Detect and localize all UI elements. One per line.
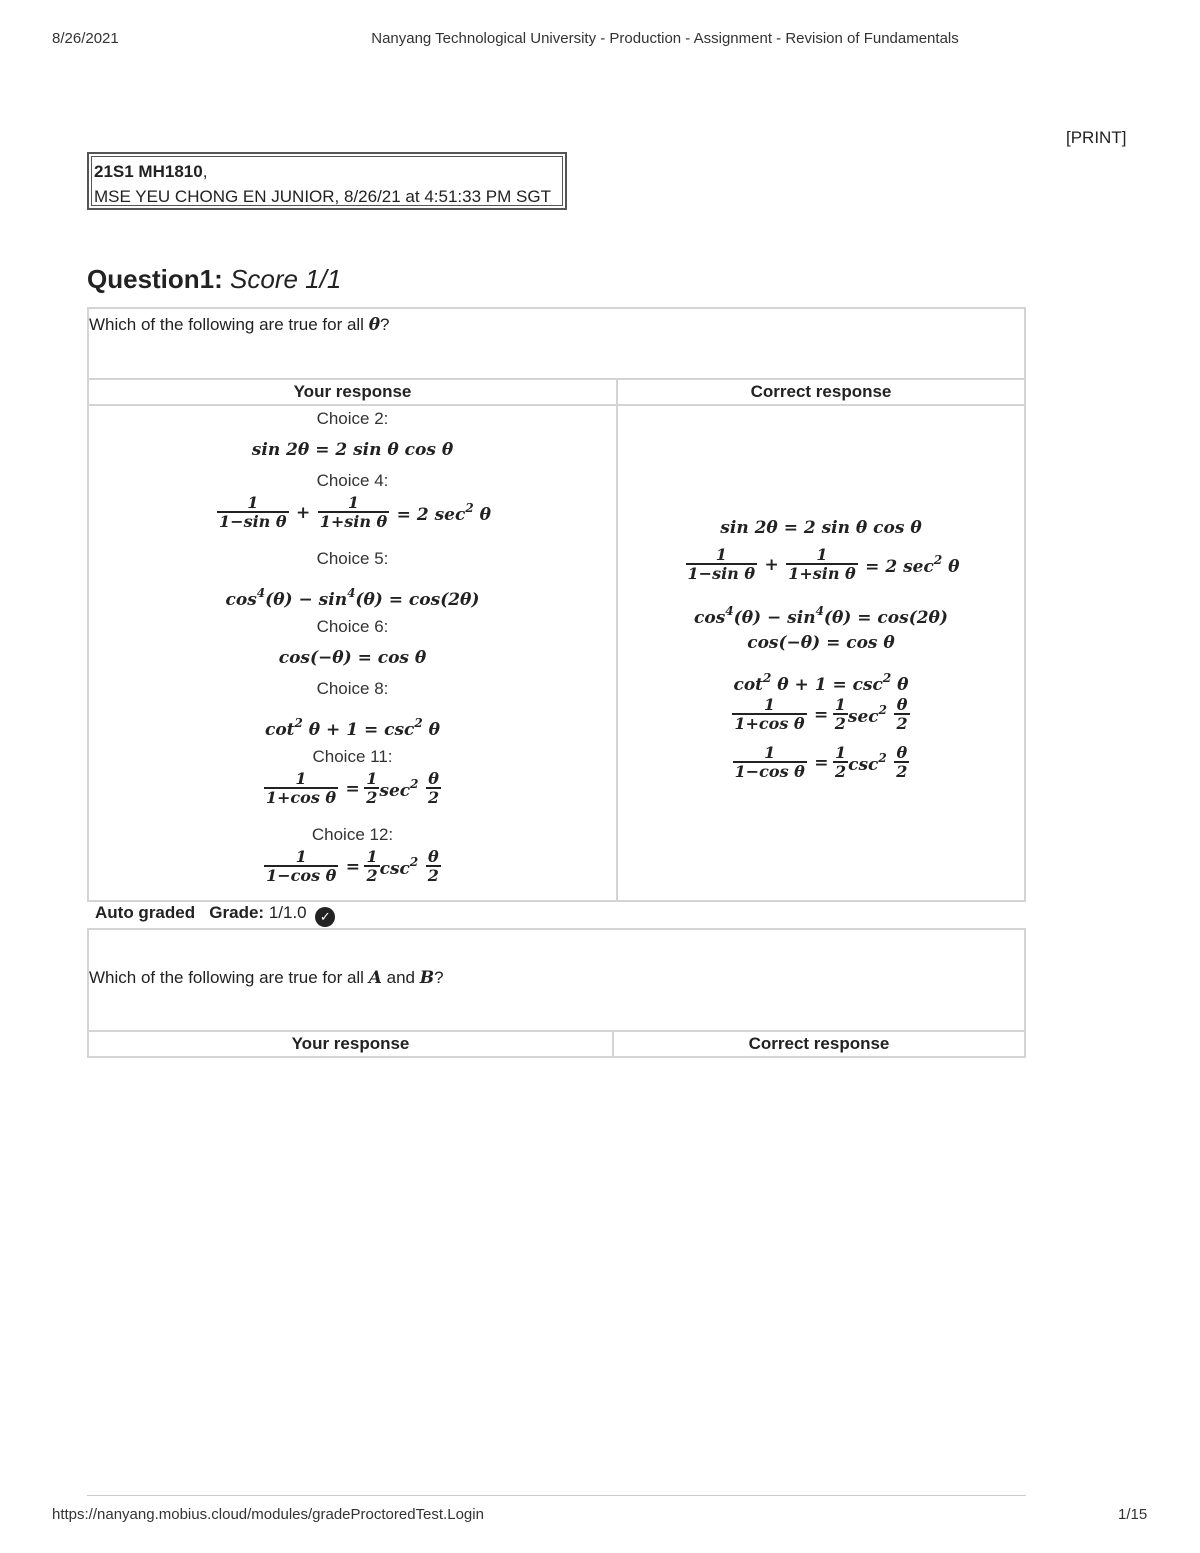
correct-response-cell [616, 406, 1024, 900]
choice-label: Choice 11: [312, 747, 393, 766]
correct-equation-half-angle-sec: $\frac{1}{\text{1+cos θ}}$ = $\frac{1}{2}$ $\sec^2$ $\frac{\theta}{2}$ [734, 695, 908, 733]
equation-double-angle: sin 2θ = 2 sin θ cos θ [251, 440, 454, 460]
correct-equation-cos-even: cos(−θ) = cos θ [747, 633, 895, 653]
correct-response-header: Correct response [616, 380, 1024, 404]
student-line: MSE YEU CHONG EN JUNIOR, 8/26/21 at 4:51:33 PM SGT [94, 187, 551, 206]
auto-graded-label: Auto graded [95, 903, 196, 922]
choice-label: Choice 5: [316, 549, 389, 568]
question1-score: Score 1/1 [230, 264, 342, 294]
course-line: 21S1 MH1810, [94, 162, 208, 181]
equation-half-angle-sec: $\frac{1}{\text{1+cos θ}}$ = $\frac{1}{2}$ $\sec^2$ $\frac{\theta}{2}$ [265, 769, 440, 807]
equation-cos-even: cos(−θ) = cos θ [278, 648, 427, 668]
equation-half-angle-csc: $\frac{1}{\text{1−cos θ}}$ = $\frac{1}{2}$ $\csc^2$ $\frac{\theta}{2}$ [266, 847, 439, 885]
student-info-box [87, 152, 567, 210]
your-response-cell [89, 406, 616, 900]
footer-url: https://nanyang.mobius.cloud/modules/gradeProctoredTest.Login [52, 1506, 484, 1523]
header-date: 8/26/2021 [52, 30, 119, 47]
equation-cot-csc: $\cot^2 \theta + 1 = \csc^2 \theta$ [264, 716, 441, 740]
your-response-header: Your response [293, 382, 412, 401]
correct-equation-reciprocal-sum: $\frac{1}{\text{1−sin θ}}$ + $\frac{1}{\text{1+sin θ}}$ = 2 $\sec^2 \theta$ [687, 545, 960, 583]
correct-equation-power-difference: $\cos^4(\theta) - \sin^4(\theta) = \cos(2\theta)$ [694, 604, 948, 628]
question1-table [87, 307, 1026, 902]
grade-label: Grade: [209, 903, 265, 922]
check-circle-icon: ✓ [315, 907, 335, 927]
your-response-header-q2: Your response [291, 1034, 410, 1053]
equation-power-difference: $\cos^4(\theta) - \sin^4(\theta) = \cos(2\theta)$ [225, 586, 480, 610]
grade-value: 1/1.0 [268, 903, 307, 922]
choice-label: Choice 4: [316, 471, 389, 490]
equation-reciprocal-sum: $\frac{1}{\text{1−sin θ}}$ + $\frac{1}{\text{1+sin θ}}$ = 2 $\sec^2 \theta$ [219, 493, 491, 531]
choice-label: Choice 2: [316, 409, 389, 428]
question2-prompt: Which of the following are true for all A and B? [89, 968, 444, 988]
correct-equation-double-angle: sin 2θ = 2 sin θ cos θ [720, 518, 922, 538]
question2-table [87, 928, 1026, 1058]
choice-label: Choice 8: [316, 679, 389, 698]
footer-page-number: 1/15 [1118, 1506, 1148, 1523]
print-link[interactable]: [PRINT] [1066, 128, 1127, 147]
choice-label: Choice 12: [311, 825, 394, 844]
correct-equation-cot-csc: $\cot^2 \theta + 1 = \csc^2 \theta$ [733, 671, 909, 695]
choice-label: Choice 6: [316, 617, 389, 636]
correct-equation-half-angle-csc: $\frac{1}{\text{1−cos θ}}$ = $\frac{1}{2}$ $\csc^2$ $\frac{\theta}{2}$ [734, 743, 908, 781]
correct-response-header-q2: Correct response [612, 1032, 1024, 1056]
question1-prompt: Which of the following are true for all θ? [89, 315, 390, 335]
footer-divider [87, 1495, 1026, 1496]
header-title: Nanyang Technological University - Production - Assignment - Revision of Fundamentals [371, 30, 959, 47]
course-code: 21S1 MH1810 [94, 162, 203, 181]
question1-title: Question1: Score 1/1 [87, 264, 342, 294]
grade-line [95, 903, 335, 927]
